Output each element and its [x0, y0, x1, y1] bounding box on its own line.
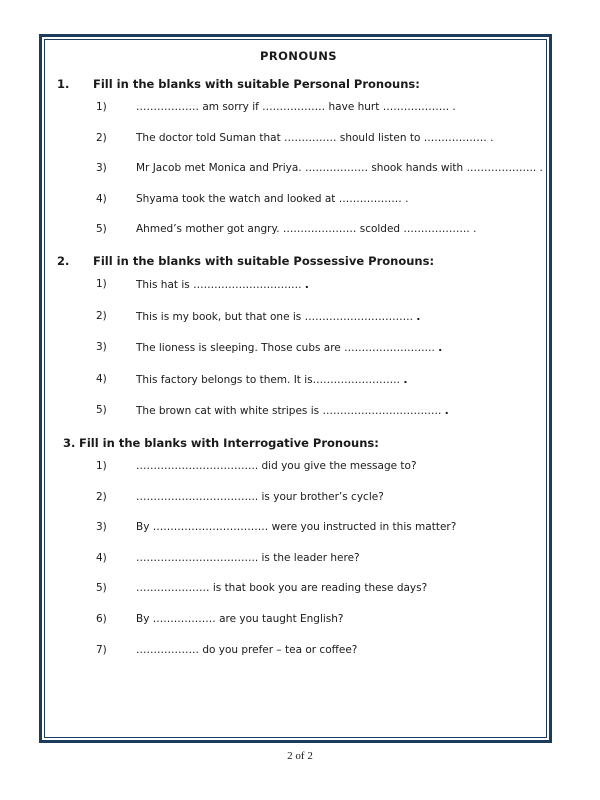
question-number: 5)	[96, 223, 107, 236]
question-row	[57, 278, 534, 292]
question-text: …………………………….. is your brother’s cycle?	[136, 490, 384, 503]
question-endpoint: .	[304, 277, 309, 291]
question-row	[57, 582, 534, 595]
question-row	[57, 460, 534, 473]
question-text	[136, 404, 534, 418]
question-endpoint: .	[416, 309, 421, 323]
question-text	[136, 373, 534, 387]
question-text: …………………………….. is the leader here?	[136, 551, 360, 564]
section-number: 2.	[57, 253, 70, 268]
question-number: 5)	[96, 582, 107, 595]
question-text: Shyama took the watch and looked at ……………… .	[136, 192, 409, 205]
question-number: 2)	[96, 490, 107, 503]
page-border-inner	[44, 39, 547, 738]
question-number: 5)	[96, 404, 107, 417]
question-text: ………………… is that book you are reading these days?	[136, 582, 428, 595]
question-endpoint: .	[403, 372, 408, 386]
section-heading-label: Fill in the blanks with Interrogative Pronouns:	[79, 435, 379, 450]
question-body: This hat is ………………………….	[136, 278, 305, 291]
question-row	[57, 404, 534, 418]
question-text: Mr Jacob met Monica and Priya. ……………… shook hands with ……………….. .	[136, 162, 543, 175]
section-number: 1.	[57, 77, 70, 91]
question-text: By …………………………… were you instructed in this matter?	[136, 521, 457, 534]
question-number: 6)	[96, 612, 107, 625]
worksheet-body	[45, 40, 546, 737]
question-row	[57, 310, 534, 324]
question-row	[57, 613, 534, 626]
question-row	[57, 162, 543, 175]
question-number: 4)	[96, 192, 107, 205]
section-heading-label: Fill in the blanks with suitable Possessive Pronouns:	[93, 253, 435, 268]
section-heading	[57, 77, 534, 91]
question-number: 7)	[96, 643, 107, 656]
question-endpoint: .	[438, 341, 443, 355]
question-row	[57, 644, 534, 657]
question-number: 3)	[96, 521, 107, 534]
question-number: 4)	[96, 551, 107, 564]
question-row	[57, 491, 534, 504]
page-title: PRONOUNS	[260, 49, 337, 63]
section-possessive-pronouns	[57, 254, 534, 418]
question-body: The brown cat with white stripes is …………………………….	[136, 405, 445, 418]
question-row	[57, 132, 534, 145]
question-row	[57, 552, 534, 565]
section-number: 3.	[63, 435, 76, 450]
question-endpoint: .	[444, 404, 449, 418]
question-text: ……………… do you prefer – tea or coffee?	[136, 643, 358, 656]
section-heading	[57, 254, 534, 268]
question-body: This is my book, but that one is ………………………….	[136, 310, 417, 323]
question-text: Ahmed’s mother got angry. ………………… scolded ………………. .	[136, 223, 477, 236]
question-text	[136, 341, 534, 355]
question-number: 2)	[96, 131, 107, 144]
question-text	[136, 310, 534, 324]
question-row	[57, 193, 534, 206]
question-text: …………………………….. did you give the message to?	[136, 459, 417, 472]
question-number: 2)	[96, 309, 107, 322]
question-number: 3)	[96, 162, 107, 175]
question-row	[57, 341, 534, 355]
question-body: The lioness is sleeping. Those cubs are ……………………..	[136, 342, 439, 355]
question-number: 1)	[96, 101, 107, 113]
page-border-frame	[39, 34, 552, 743]
question-text: ……………… am sorry if ……………… have hurt ………………. .	[136, 101, 456, 113]
question-row	[57, 373, 534, 387]
question-text: By ……………… are you taught English?	[136, 612, 344, 625]
question-row	[57, 101, 534, 114]
question-number: 1)	[96, 459, 107, 472]
section-personal-pronouns	[57, 77, 543, 236]
section-heading-label: Fill in the blanks with suitable Personal Pronouns:	[93, 77, 420, 91]
question-number: 4)	[96, 372, 107, 385]
question-number: 3)	[96, 341, 107, 354]
question-row	[57, 223, 534, 236]
question-number: 1)	[96, 277, 107, 290]
question-text	[136, 278, 534, 292]
section-heading	[57, 436, 534, 450]
page-footer: 2 of 2	[287, 750, 313, 762]
question-body: This factory belongs to them. It is…………………….	[136, 373, 404, 386]
question-text: The doctor told Suman that …………… should listen to ……………… .	[136, 131, 494, 144]
section-interrogative-pronouns	[57, 436, 534, 656]
question-row	[57, 521, 534, 534]
